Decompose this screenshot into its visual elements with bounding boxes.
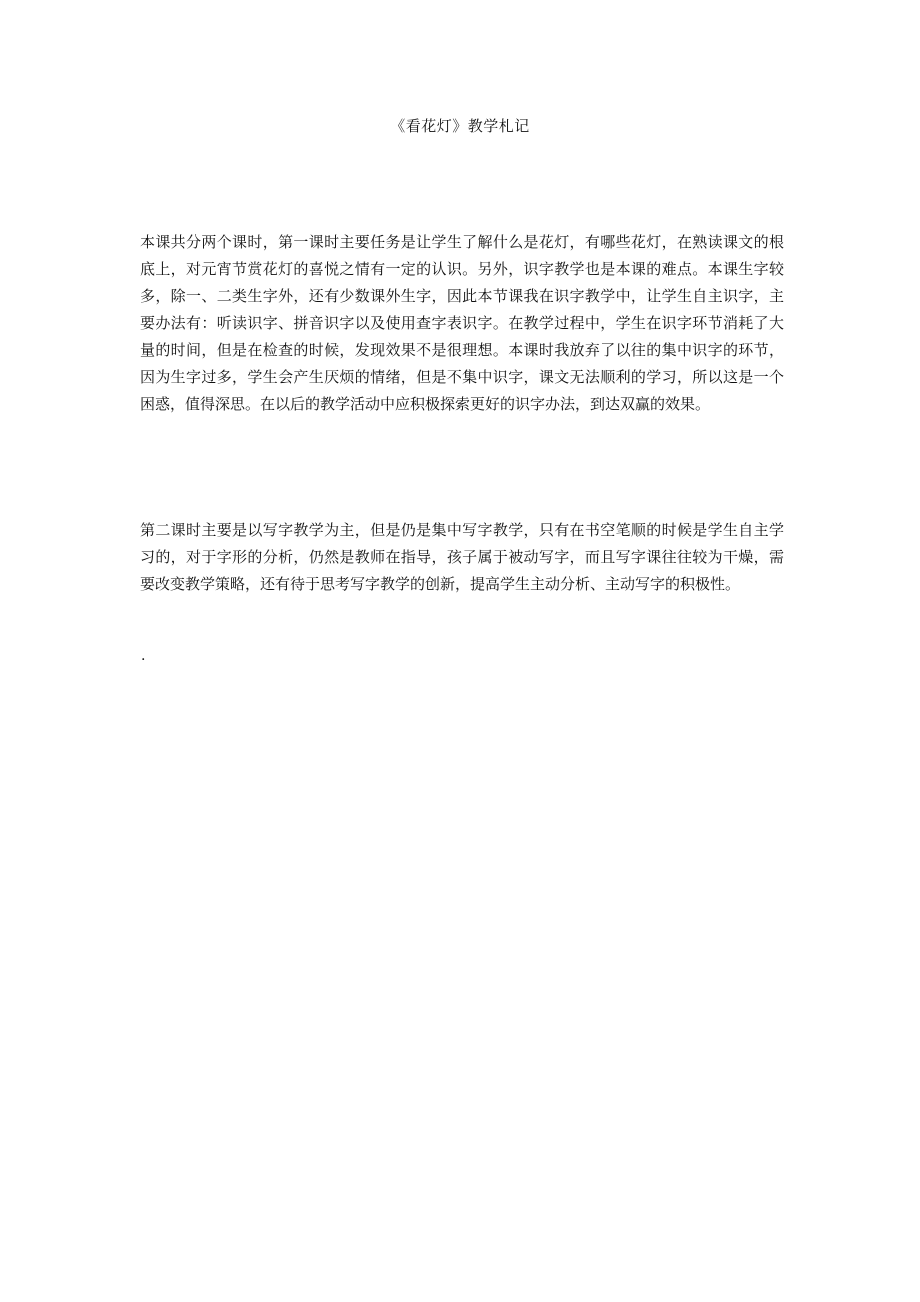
document-title: 《看花灯》教学札记 (390, 117, 530, 135)
body-paragraph-2: 第二课时主要是以写字教学为主，但是仍是集中写字教学，只有在书空笔顺的时候是学生自主学习的，对于字形的分析，仍然是教师在指导，孩子属于被动写字，而且写字课往往较为干燥，需要改变教学策略，还有待于思考写字教学的创新，提高学生主动分析、主动写字的积极性。 (140, 521, 784, 593)
trailing-period-mark: . (141, 648, 146, 664)
body-paragraph-1: 本课共分两个课时，第一课时主要任务是让学生了解什么是花灯，有哪些花灯，在熟读课文的根底上，对元宵节赏花灯的喜悦之情有一定的认识。另外，识字教学也是本课的难点。本课生字较多，除一、二类生字外，还有少数课外生字，因此本节课我在识字教学中，让学生自主识字，主要办法有：听读识字、拼音识字以及使用查字表识字。在教学过程中，学生在识字环节消耗了大量的时间，但是在检查的时候，发现效果不是很理想。本课时我放弃了以往的集中识字的环节，因为生字过多，学生会产生厌烦的情绪，但是不集中识字，课文无法顺利的学习，所以这是一个困惑，值得深思。在以后的教学活动中应积极探索更好的识字办法，到达双赢的效果。 (140, 233, 784, 413)
